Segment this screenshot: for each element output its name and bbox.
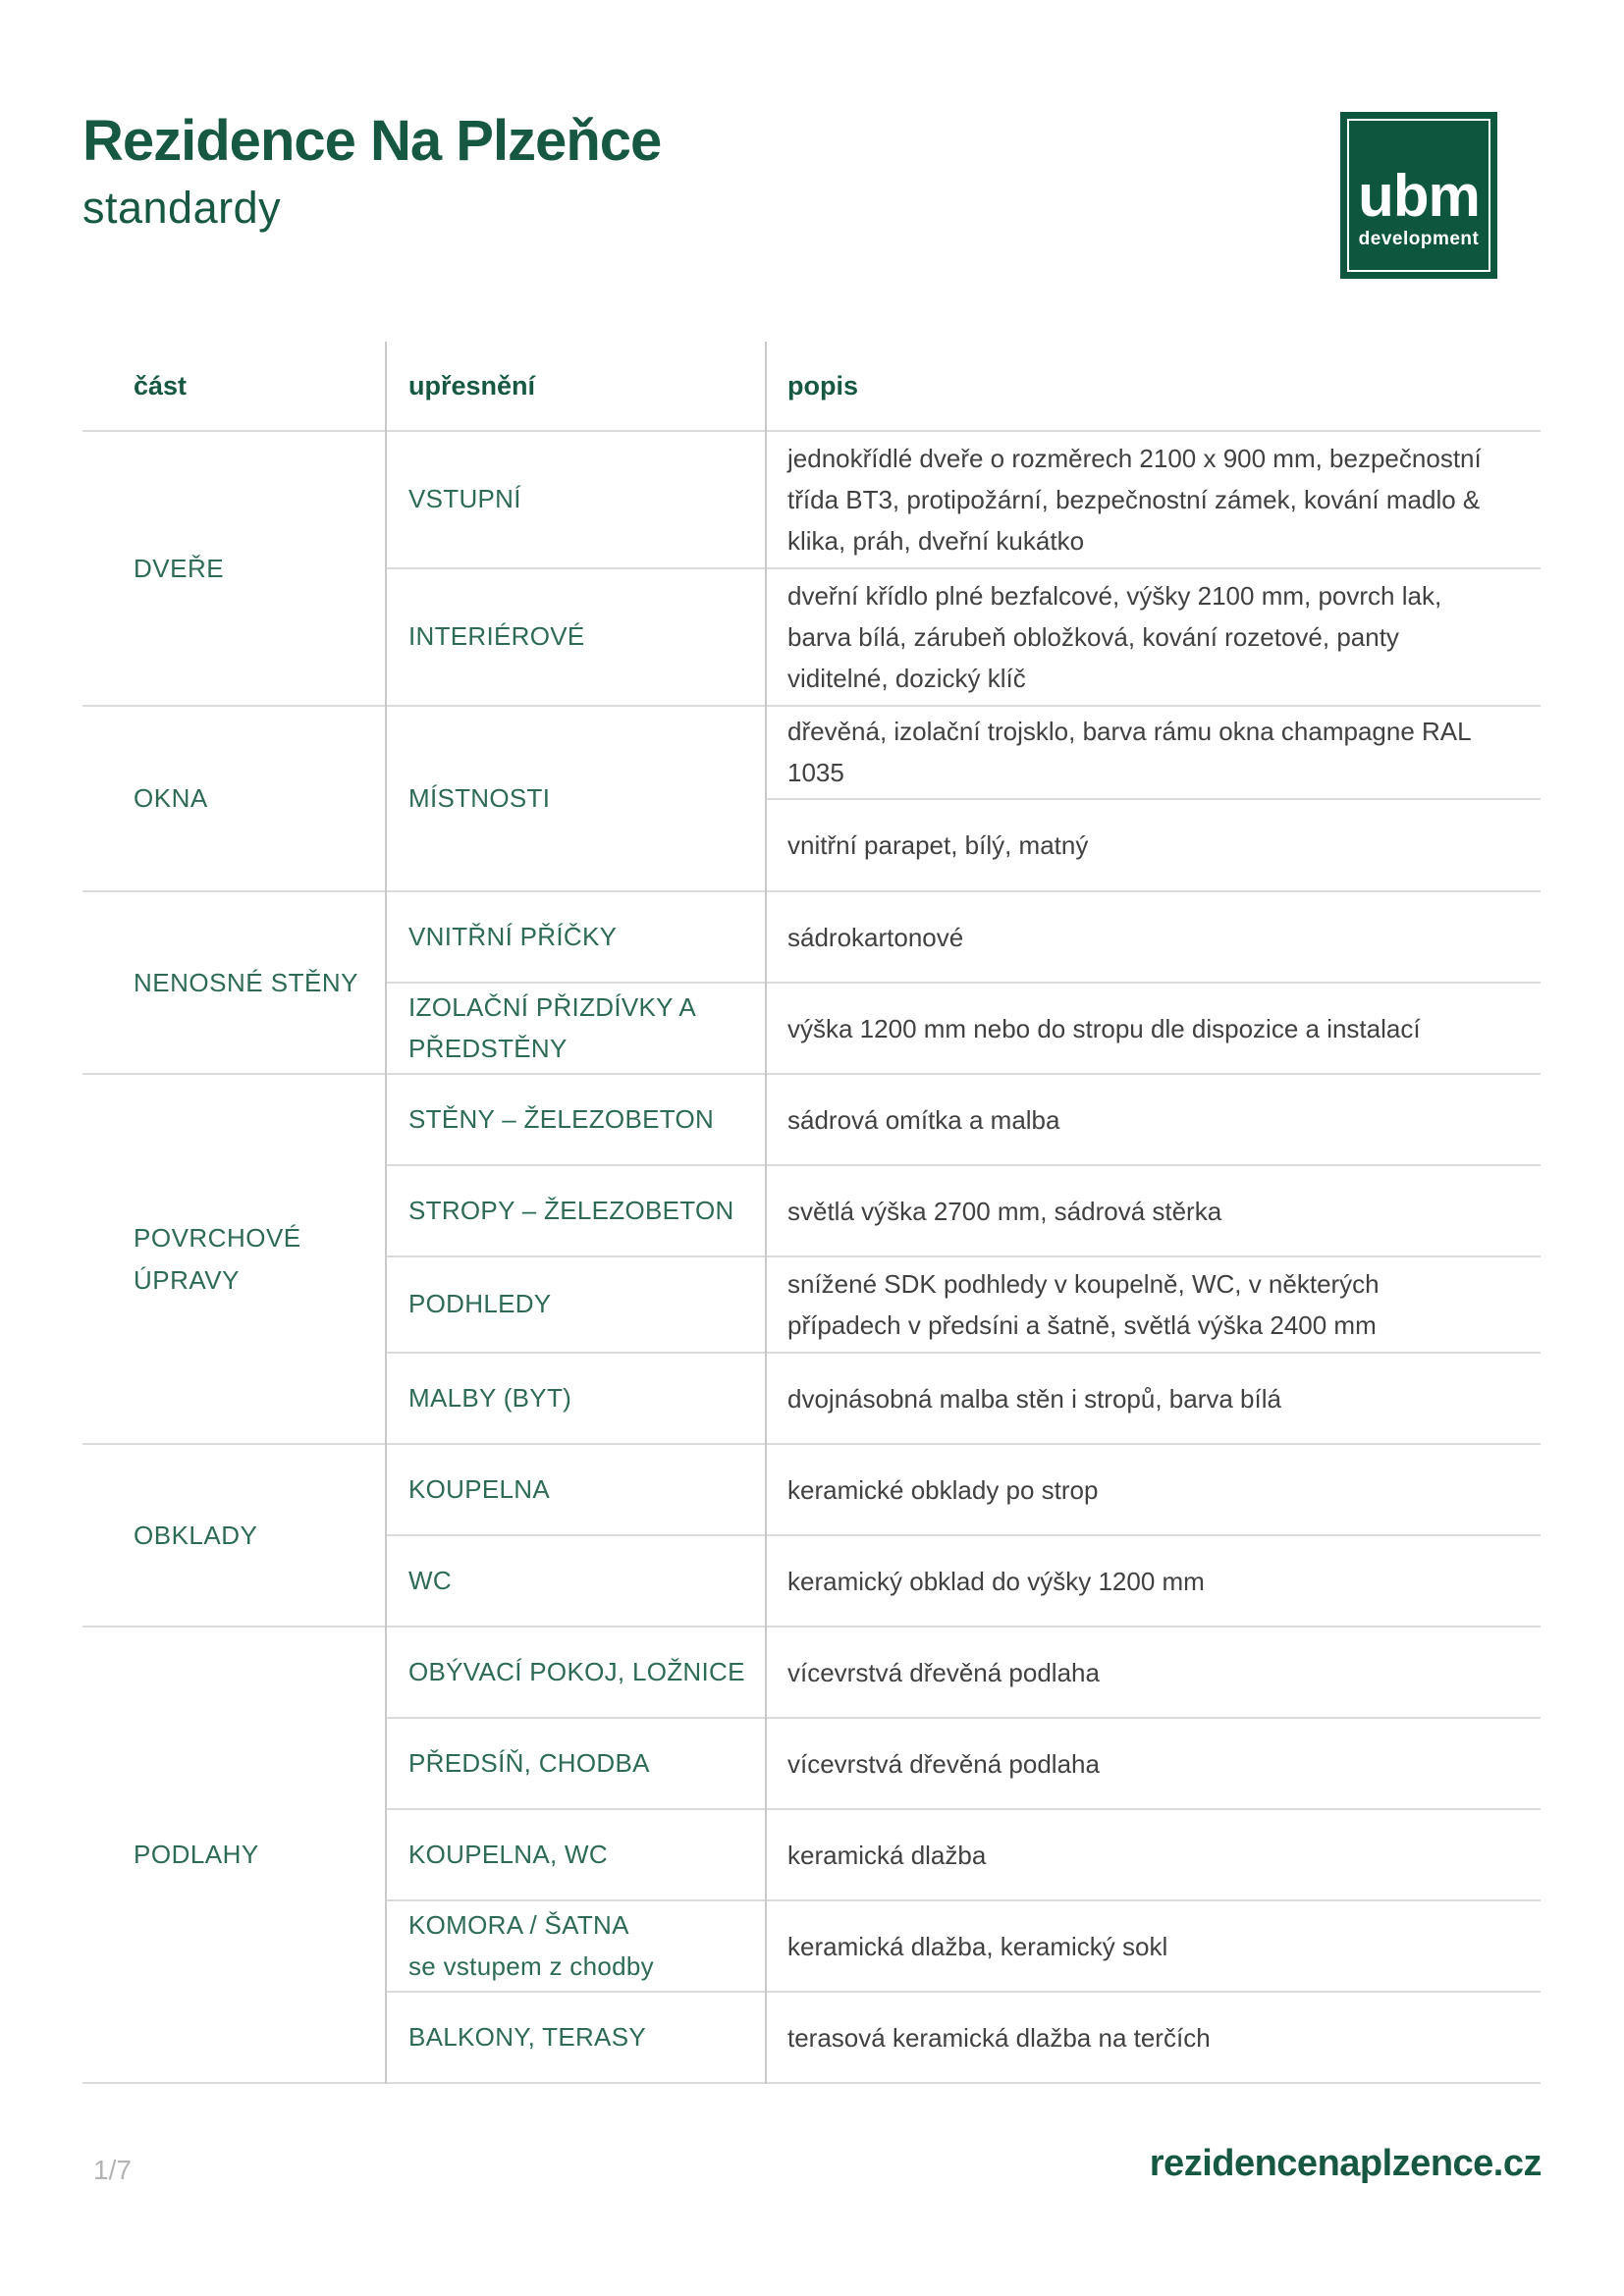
row-label-text: WC <box>408 1565 452 1595</box>
description-stack <box>765 1166 1541 1255</box>
table-group <box>82 1443 1541 1626</box>
description-cell <box>765 1536 1541 1626</box>
description-text: dřevěná, izolační trojsklo, barva rámu okna champagne RAL 1035 <box>787 717 1471 788</box>
description-stack <box>765 1075 1541 1164</box>
description-cell <box>765 1719 1541 1808</box>
description-cell <box>765 1628 1541 1717</box>
description-text: snížené SDK podhledy v koupelně, WC, v některých případech v předsíni a šatně, světlá výška 2400 mm <box>787 1269 1380 1340</box>
description-stack <box>765 1536 1541 1626</box>
table-row <box>385 1899 1541 1991</box>
group-label: OBKLADY <box>134 1520 258 1550</box>
row-label <box>385 1628 765 1717</box>
row-label <box>385 1719 765 1808</box>
row-label <box>385 1445 765 1534</box>
table-row <box>385 567 1541 705</box>
description-stack <box>765 1993 1541 2082</box>
row-label <box>385 569 765 705</box>
description-stack <box>765 569 1541 705</box>
row-label-text: KOMORA / ŠATNA <box>408 1909 629 1940</box>
row-label-text: KOUPELNA, WC <box>408 1839 608 1869</box>
table-row <box>385 1808 1541 1899</box>
group-rows <box>385 1628 1541 2082</box>
description-text: keramický obklad do výšky 1200 mm <box>787 1566 1205 1596</box>
table-row <box>385 1352 1541 1443</box>
description-cell <box>765 1075 1541 1164</box>
column-divider-2 <box>765 342 767 2084</box>
description-stack <box>765 432 1541 567</box>
description-text: světlá výška 2700 mm, sádrová stěrka <box>787 1196 1222 1226</box>
table-row <box>385 707 1541 890</box>
page-number: 1/7 <box>93 2155 132 2185</box>
row-label <box>385 1901 765 1991</box>
row-label-text: PŘEDSÍŇ, CHODBA <box>408 1747 650 1778</box>
row-label <box>385 892 765 982</box>
column-divider-1 <box>385 342 387 2084</box>
table-row <box>385 1628 1541 1717</box>
description-text: vícevrstvá dřevěná podlaha <box>787 1657 1100 1687</box>
group-rows <box>385 892 1541 1073</box>
row-label <box>385 1993 765 2082</box>
row-label-text: VNITŘNÍ PŘÍČKY <box>408 921 618 951</box>
row-label <box>385 1810 765 1899</box>
description-stack <box>765 707 1541 890</box>
group-rows <box>385 1075 1541 1443</box>
table-row <box>385 1991 1541 2082</box>
description-stack <box>765 1445 1541 1534</box>
row-label-text: BALKONY, TERASY <box>408 2021 646 2052</box>
group-label: POVRCHOVÉ ÚPRAVY <box>134 1222 301 1295</box>
group-label: NENOSNÉ STĚNY <box>134 967 358 997</box>
description-text: terasová keramická dlažba na terčích <box>787 2022 1211 2053</box>
group-label: OKNA <box>134 783 208 814</box>
row-sublabel-text: se vstupem z chodby <box>408 1950 654 1981</box>
table-row <box>385 892 1541 982</box>
description-stack <box>765 892 1541 982</box>
description-stack <box>765 1810 1541 1899</box>
description-cell <box>765 1901 1541 1991</box>
description-text: sádrokartonové <box>787 922 964 952</box>
row-label-text: STĚNY – ŽELEZOBETON <box>408 1103 715 1134</box>
description-cell <box>765 1993 1541 2082</box>
row-label <box>385 707 765 890</box>
table-row <box>385 432 1541 567</box>
row-label <box>385 1257 765 1352</box>
logo-brand-text: ubm <box>1358 163 1480 229</box>
description-text: keramická dlažba, keramický sokl <box>787 1931 1168 1961</box>
description-cell <box>765 569 1541 705</box>
description-cell <box>765 984 1541 1073</box>
description-text: sádrová omítka a malba <box>787 1104 1060 1135</box>
website-text: rezidencenaplzence.cz <box>1149 2143 1542 2184</box>
logo-tagline-text: development <box>1358 229 1480 249</box>
description-stack <box>765 984 1541 1073</box>
row-label <box>385 1166 765 1255</box>
table-row <box>385 1445 1541 1534</box>
table-row <box>385 982 1541 1073</box>
row-label-text: IZOLAČNÍ PŘIZDÍVKY A PŘEDSTĚNY <box>408 991 695 1063</box>
description-cell <box>765 1257 1541 1352</box>
standards-table <box>82 342 1541 2084</box>
description-cell <box>765 432 1541 567</box>
column-header-popis: popis <box>787 370 858 400</box>
ubm-logo <box>1340 112 1497 279</box>
group-rows <box>385 707 1541 890</box>
group-label: DVEŘE <box>134 553 225 583</box>
description-stack <box>765 1354 1541 1443</box>
description-cell <box>765 1166 1541 1255</box>
page-title: Rezidence Na Plzeňce <box>82 109 662 173</box>
table-row <box>385 1717 1541 1808</box>
column-header-upresneni: upřesnění <box>408 370 536 400</box>
table-row <box>385 1255 1541 1352</box>
description-text: vnitřní parapet, bílý, matný <box>787 829 1089 860</box>
description-cell <box>765 1354 1541 1443</box>
table-group <box>82 432 1541 705</box>
row-label-text: MALBY (BYT) <box>408 1382 572 1413</box>
group-rows <box>385 1445 1541 1626</box>
row-label-text: VSTUPNÍ <box>408 484 521 514</box>
row-label-text: MÍSTNOSTI <box>408 782 551 813</box>
table-group <box>82 890 1541 1073</box>
description-text: keramické obklady po strop <box>787 1474 1099 1505</box>
document-header <box>82 110 661 234</box>
description-cell <box>765 892 1541 982</box>
row-label-text: PODHLEDY <box>408 1289 552 1319</box>
description-stack <box>765 1257 1541 1352</box>
description-text: dvojnásobná malba stěn i stropů, barva bílá <box>787 1383 1281 1414</box>
row-label <box>385 432 765 567</box>
row-label <box>385 1075 765 1164</box>
table-group <box>82 705 1541 890</box>
description-cell <box>765 707 1541 798</box>
description-stack <box>765 1628 1541 1717</box>
description-text: jednokřídlé dveře o rozměrech 2100 x 900 mm, bezpečnostní třída BT3, protipožární, bezpečnostní zámek, kování madlo & klika, práh, dveřní kukátko <box>787 444 1482 556</box>
table-row <box>385 1164 1541 1255</box>
group-rows <box>385 432 1541 705</box>
description-cell <box>765 798 1541 891</box>
table-row <box>385 1534 1541 1626</box>
page-subtitle: standardy <box>82 182 282 233</box>
table-body <box>82 432 1541 2084</box>
table-row <box>385 1075 1541 1164</box>
row-label-text: KOUPELNA <box>408 1473 551 1504</box>
table-group <box>82 1073 1541 1443</box>
row-label <box>385 984 765 1073</box>
description-text: keramická dlažba <box>787 1840 987 1870</box>
description-text: výška 1200 mm nebo do stropu dle dispozice a instalací <box>787 1013 1421 1043</box>
description-stack <box>765 1901 1541 1991</box>
row-label-text: OBÝVACÍ POKOJ, LOŽNICE <box>408 1656 745 1686</box>
description-stack <box>765 1719 1541 1808</box>
row-label <box>385 1536 765 1626</box>
group-label: PODLAHY <box>134 1840 259 1870</box>
description-cell <box>765 1810 1541 1899</box>
column-header-cast: část <box>134 370 188 400</box>
table-group <box>82 1626 1541 2082</box>
table-header-row <box>82 342 1541 432</box>
description-text: dveřní křídlo plné bezfalcové, výšky 2100 mm, povrch lak, barva bílá, zárubeň obložková, kování rozetové, panty viditelné, dozický klíč <box>787 581 1442 693</box>
row-label <box>385 1354 765 1443</box>
description-cell <box>765 1445 1541 1534</box>
row-label-text: STROPY – ŽELEZOBETON <box>408 1195 734 1225</box>
row-label-text: INTERIÉROVÉ <box>408 621 585 652</box>
description-text: vícevrstvá dřevěná podlaha <box>787 1748 1100 1779</box>
